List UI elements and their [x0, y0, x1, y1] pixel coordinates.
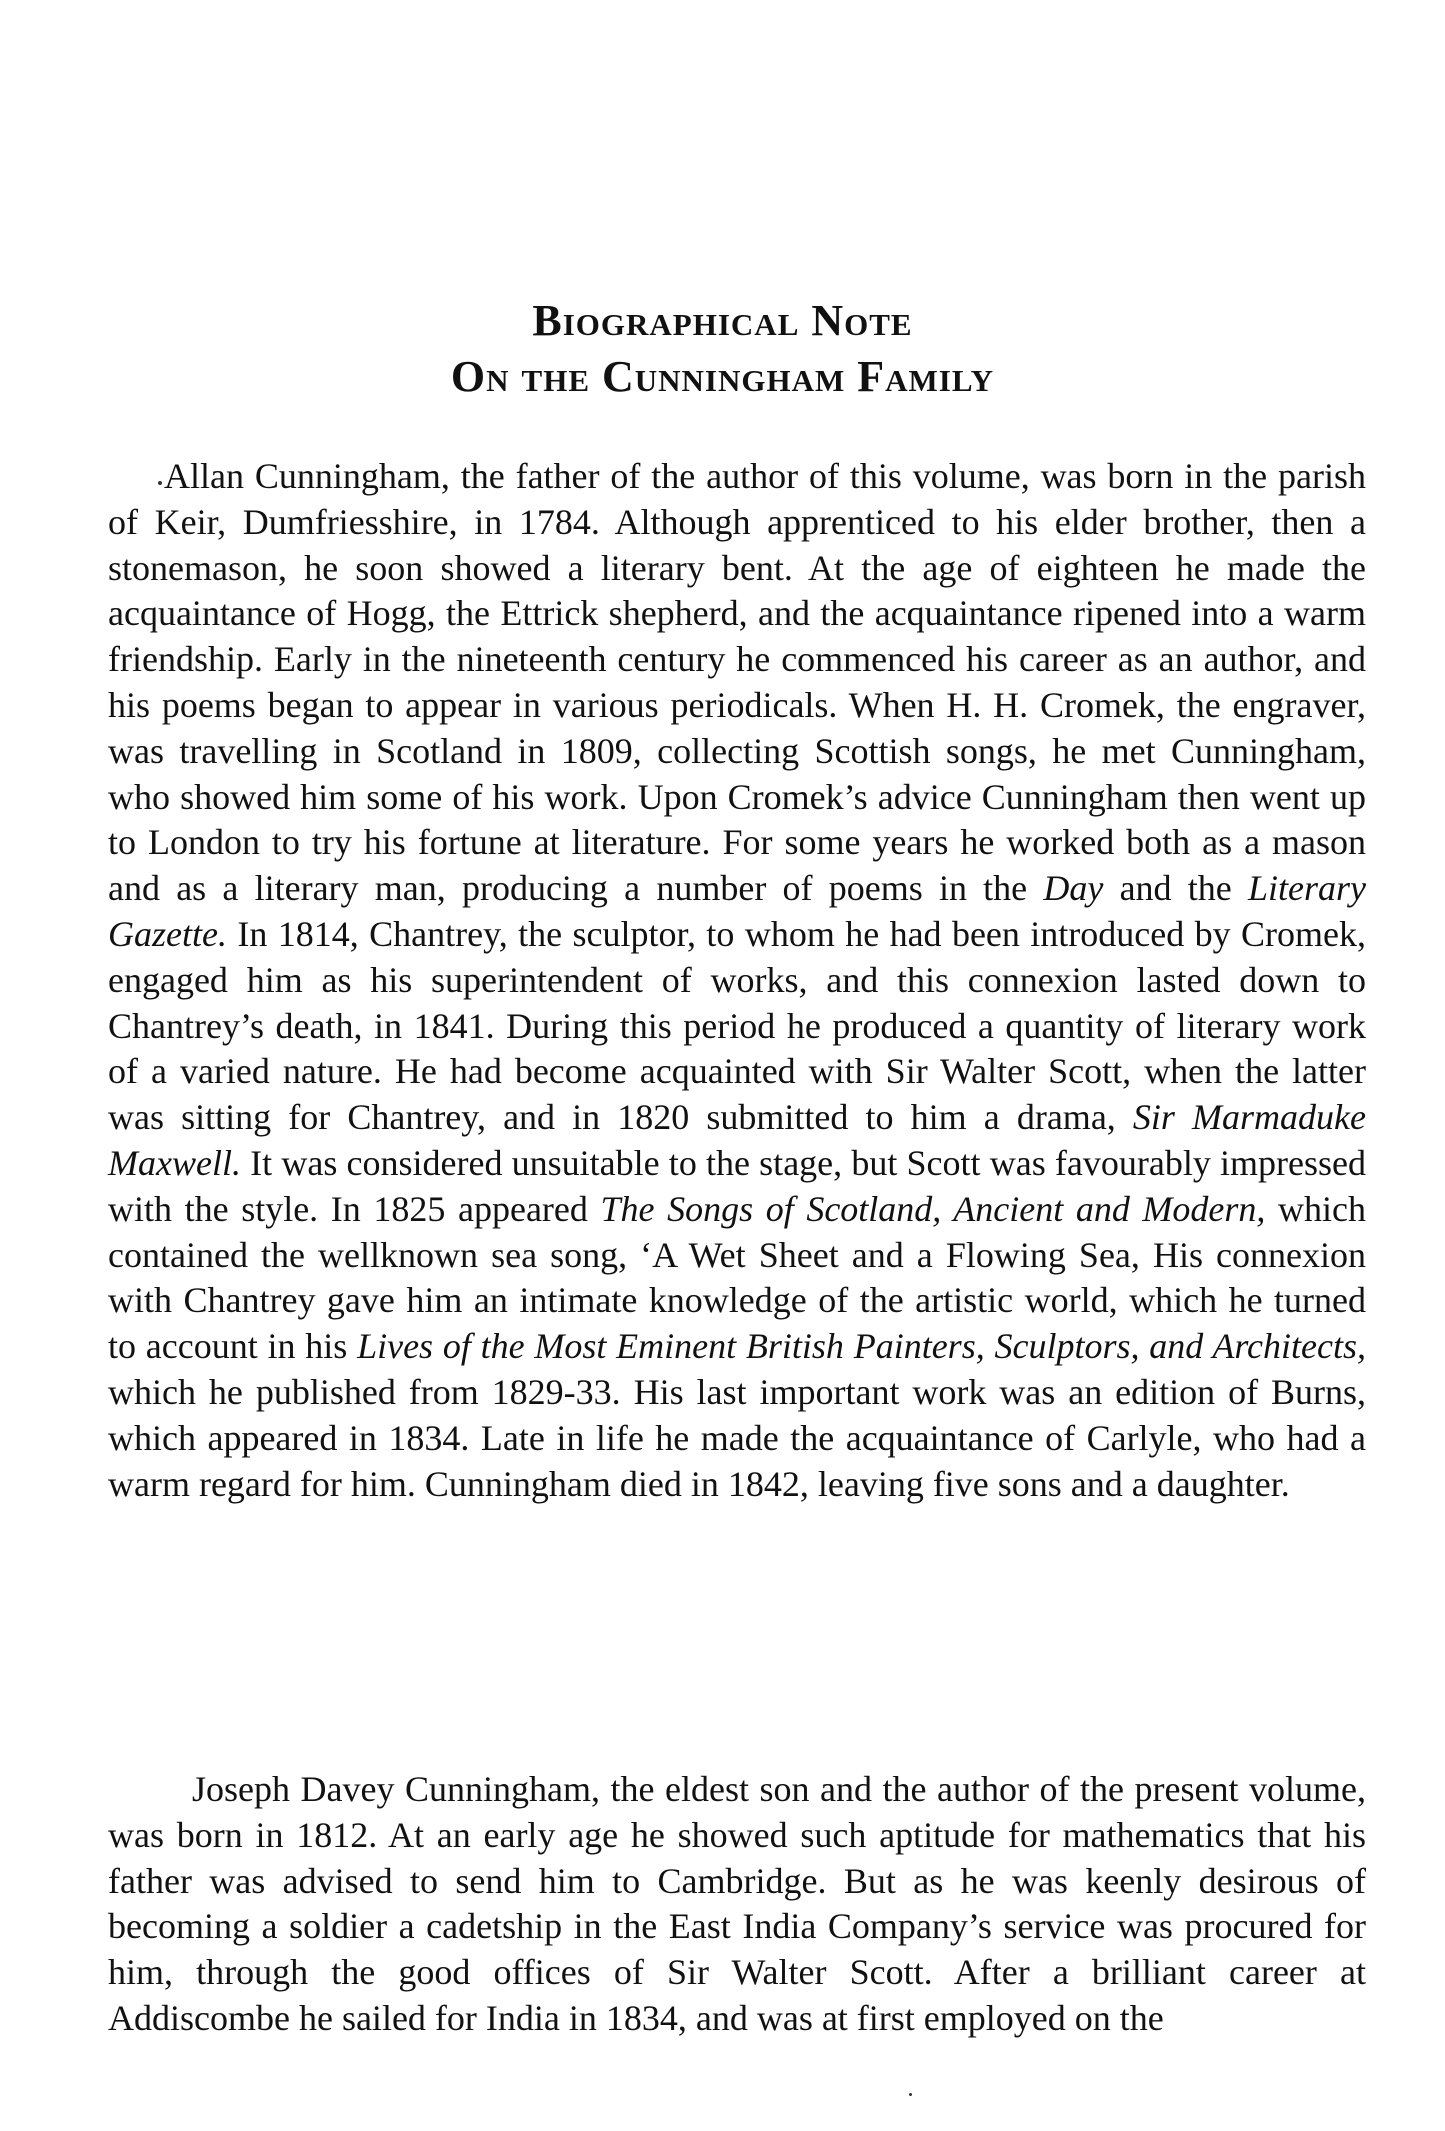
paragraph-text: It was considered unsuitable to the stage, but Scott was favourably impressed with the style. In 1825 appeared: [108, 1142, 1366, 1229]
paragraph-text: and the: [1103, 868, 1248, 909]
heading-line-1: Biographical Note: [532, 296, 913, 345]
italic-title-text: Lives of the Most Eminent British Painters, Sculptors, and Architects,: [357, 1326, 1367, 1367]
heading-line-2: On the Cunningham Family: [450, 352, 995, 401]
paragraph-1: [108, 454, 1366, 1507]
italic-title-text: The Songs of Scotland, Ancient and Modern,: [600, 1188, 1266, 1229]
italic-title-text: Day: [1043, 868, 1104, 909]
paragraph-2: [108, 1767, 1366, 2042]
italic-title-text: Sir Marmaduke Maxwell.: [108, 1097, 1367, 1183]
paragraph-text: which contained the wellknown sea song, ‘A Wet Sheet and a Flowing Sea, His connexion with Chantrey gave him an intimate knowledge of the artistic world, which he turned to account in his: [108, 1188, 1366, 1367]
paragraph-text: In 1814, Chantrey, the sculptor, to whom he had been introduced by Cromek, engaged him as his superintendent of works, and this connexion lasted down to Chantrey’s death, in 1841. During this period he produced a quantity of literary work of a varied nature. He had become acquainted with Sir Walter Scott, when the latter was sitting for Chantrey, and in 1820 submitted to him a drama,: [108, 913, 1366, 1138]
paragraph-text: which he published from 1829-33. His last important work was an edition of Burns, which appeared in 1834. Late in life he made the acquaintance of Carlyle, who had a warm regard for him. Cunningham died in 1842, leaving five sons and a daughter.: [108, 1371, 1366, 1504]
paragraph-text: Allan Cunningham, the father of the author of this volume, was born in the parish of Keir, Dumfriesshire, in 1784. Although apprenticed to his elder brother, then a stonemason, he soon showed a literary bent. At the age of eighteen he made the acquaintance of Hogg, the Ettrick shepherd, and the acquaintance ripened into a warm friendship. Early in the nineteenth century he commenced his career as an author, and his poems began to appear in various periodicals. When H. H. Cromek, the engraver, was travelling in Scotland in 1809, collecting Scottish songs, he met Cunningham, who showed him some of his work. Upon Cromek’s advice Cunningham then went up to London to try his fortune at literature. For some years he worked both as a mason and as a literary man, producing a number of poems in the: [108, 456, 1366, 909]
print-speck: [909, 2093, 912, 2096]
italic-title-text: Literary Gazette.: [108, 868, 1366, 954]
paragraph-text: Joseph Davey Cunningham, the eldest son and the author of the present volume, was born in 1812. At an early age he showed such aptitude for mathematics that his father was advised to send him to Cambridge. But as he was keenly desirous of becoming a soldier a cadetship in the East India Company’s service was procured for him, through the good offices of Sir Walter Scott. After a brilliant career at Addiscombe he sailed for India in 1834, and was at first employed on the: [108, 1769, 1366, 2038]
